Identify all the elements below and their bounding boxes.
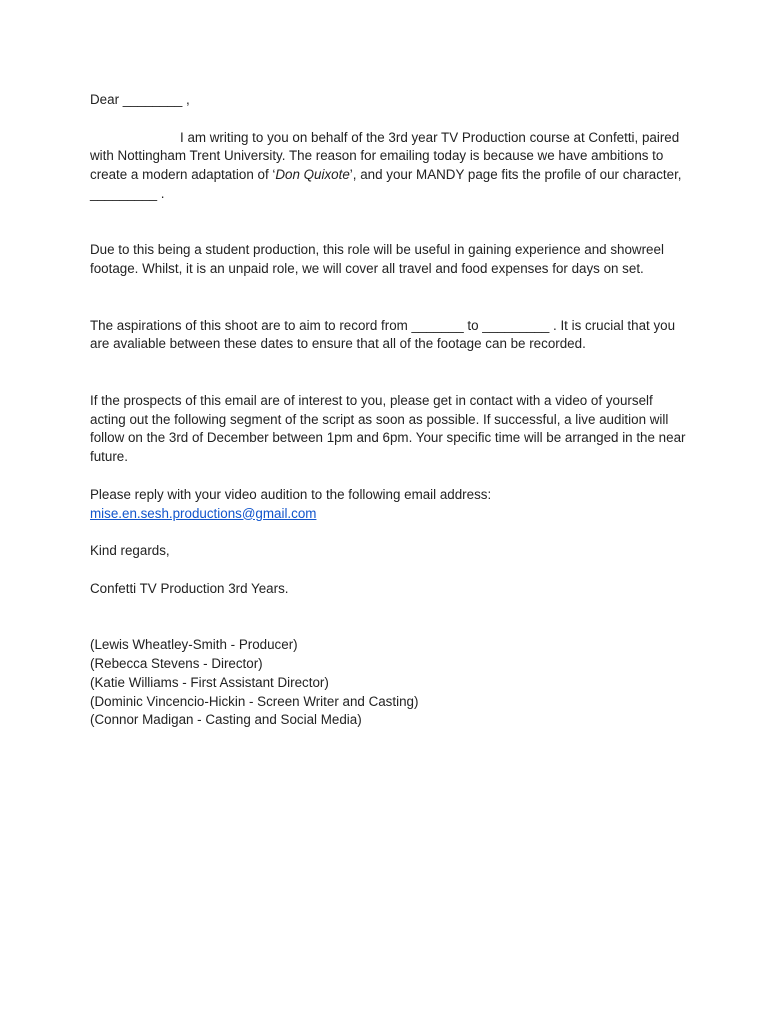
email-link[interactable]: mise.en.sesh.productions@gmail.com bbox=[90, 505, 317, 521]
salutation: Dear ________ , bbox=[90, 92, 190, 107]
crew-member: (Connor Madigan - Casting and Social Media) bbox=[90, 712, 362, 728]
crew-list bbox=[90, 636, 690, 730]
sender: Confetti TV Production 3rd Years. bbox=[90, 580, 289, 596]
intro-text: I am writing to you on behalf of the 3rd year TV Production course at Confetti, paired with Nottingham Trent University. The reason for emailing today is because we have ambitions to create a modern adaptation of ‘ bbox=[90, 129, 680, 183]
intro-paragraph bbox=[90, 129, 690, 204]
crew-member: (Lewis Wheatley-Smith - Producer) bbox=[90, 637, 298, 653]
closing: Kind regards, bbox=[90, 543, 170, 559]
email-link-line bbox=[90, 505, 690, 524]
crew-member: (Katie Williams - First Assistant Director) bbox=[90, 674, 329, 690]
reply-instruction: Please reply with your video audition to the following email address: bbox=[90, 486, 492, 502]
letter-body bbox=[90, 91, 690, 730]
crew-member: (Rebecca Stevens - Director) bbox=[90, 655, 263, 671]
audition-paragraph: If the prospects of this email are of interest to you, please get in contact with a video of yourself acting out the following segment of the script as soon as possible. If successful, a live audition will follow on the 3rd of December between 1pm and 6pm. Your specific time will be arranged in the near future. bbox=[90, 392, 686, 465]
intro-text-rest: ’, and your MANDY page fits the profile of our character, _________ . bbox=[90, 167, 682, 201]
student-production-paragraph: Due to this being a student production, this role will be useful in gaining experience and showreel footage. Whilst, it is an unpaid role, we will cover all travel and food expenses for days on set. bbox=[90, 242, 664, 277]
crew-member: (Dominic Vincencio-Hickin - Screen Writer and Casting) bbox=[90, 693, 419, 709]
shoot-dates-paragraph: The aspirations of this shoot are to aim to record from _______ to _________ . It is crucial that you are avaliable between these dates to ensure that all of the footage can be recorded. bbox=[90, 317, 676, 352]
adaptation-title: Don Quixote bbox=[275, 167, 350, 183]
